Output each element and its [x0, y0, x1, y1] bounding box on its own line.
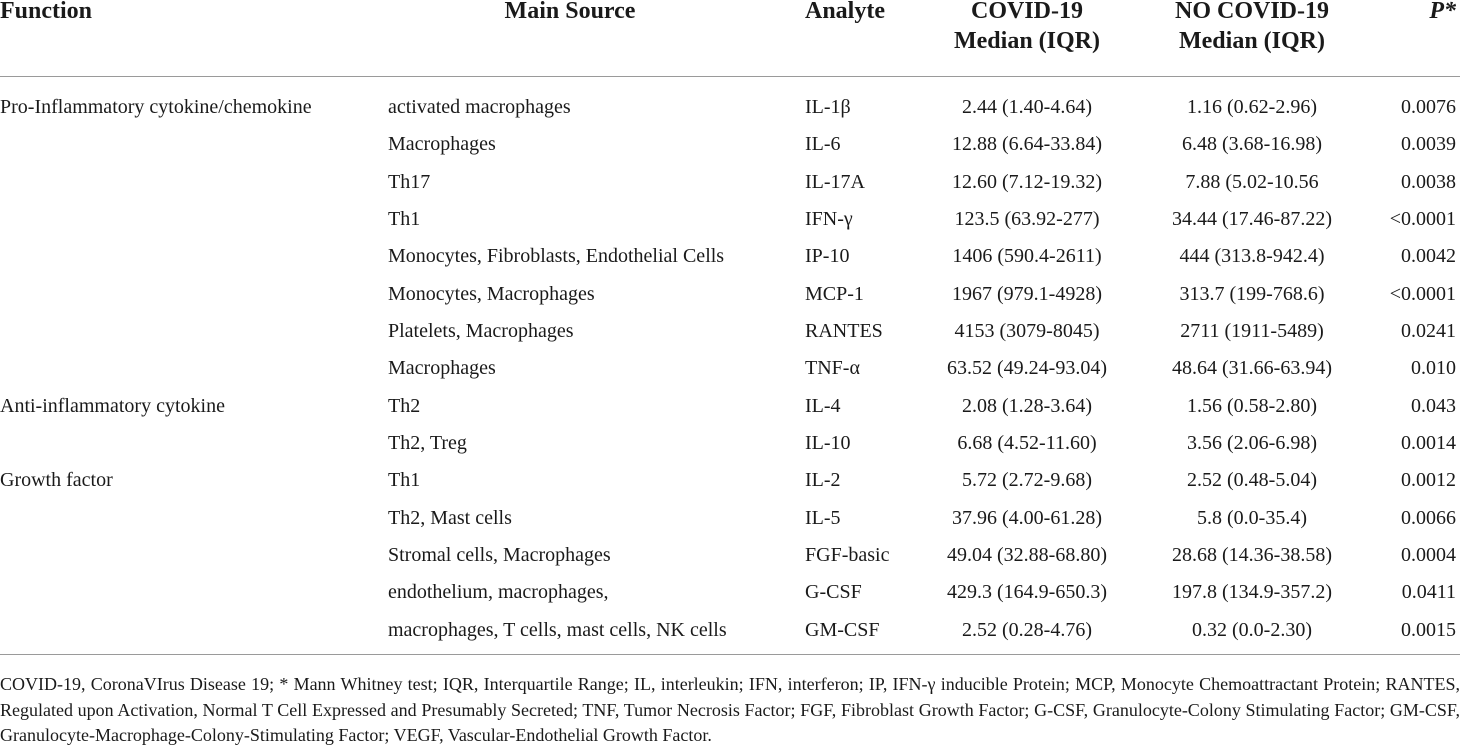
cell-no-covid-median: 2.52 (0.48-5.04) — [1187, 469, 1317, 492]
cell-main-source: Th2, Mast cells — [388, 506, 512, 529]
cell-no-covid-median: 0.32 (0.0-2.30) — [1192, 618, 1312, 641]
header-function: Function — [0, 0, 93, 24]
cell-covid-median: 49.04 (32.88-68.80) — [947, 543, 1107, 566]
cell-function: Pro-Inflammatory cytokine/chemokine — [0, 96, 312, 118]
table-row — [0, 276, 1460, 313]
cell-p-value: 0.0039 — [1401, 133, 1456, 156]
cell-no-covid-median: 1.16 (0.62-2.96) — [1187, 96, 1317, 118]
table-row — [0, 537, 1460, 574]
table-row — [0, 350, 1460, 387]
cell-covid-median: 429.3 (164.9-650.3) — [947, 581, 1107, 604]
cell-main-source: Th1 — [388, 207, 421, 230]
table-row — [0, 462, 1460, 499]
table-row — [0, 164, 1460, 201]
cell-covid-median: 12.60 (7.12-19.32) — [952, 170, 1102, 193]
cell-analyte: IL-17A — [805, 170, 865, 193]
cell-covid-median: 1406 (590.4-2611) — [952, 245, 1102, 268]
cell-covid-median: 1967 (979.1-4928) — [952, 282, 1102, 305]
cell-no-covid-median: 2711 (1911-5489) — [1180, 319, 1324, 342]
cell-analyte: IL-10 — [805, 431, 851, 454]
cell-no-covid-median: 1.56 (0.58-2.80) — [1187, 394, 1317, 417]
cell-analyte: IL-2 — [805, 469, 841, 492]
cell-main-source: Monocytes, Fibroblasts, Endothelial Cells — [388, 245, 725, 268]
cell-p-value: 0.0241 — [1401, 319, 1456, 342]
header-analyte: Analyte — [805, 0, 885, 24]
table-footnote: COVID-19, CoronaVIrus Disease 19; * Mann Whitney test; IQR, Interquartile Range; IL, interleukin; IFN, interferon; IP, IFN-γ inducible Protein; MCP, Monocyte Chemoattractant Protein; RANTES, Regulated upon Activation, Normal T Cell Expressed and Presumably Secreted; TNF, Tumor Necrosis Factor; FGF, Fibroblast Growth Factor; G-CSF, Granulocyte-Colony Stimulating Factor; GM-CSF, Granulocyte-Macrophage-Colony-Stimulating Factor; VEGF, Vascular-Endothelial Growth Factor. — [0, 674, 1460, 745]
header-covid-line2: Median (IQR) — [954, 28, 1100, 54]
cell-function: Growth factor — [0, 469, 113, 492]
header-no-covid — [1137, 0, 1367, 56]
header-covid-line1: COVID-19 — [971, 0, 1083, 24]
table-row — [0, 425, 1460, 462]
cell-analyte: IL-4 — [805, 394, 841, 417]
cell-p-value: 0.0015 — [1401, 618, 1456, 641]
cell-p-value: <0.0001 — [1389, 207, 1456, 230]
table-row — [0, 238, 1460, 275]
header-main-source: Main Source — [504, 0, 636, 24]
cell-no-covid-median: 197.8 (134.9-357.2) — [1172, 581, 1332, 604]
cell-p-value: 0.010 — [1411, 357, 1456, 380]
cell-p-value: <0.0001 — [1389, 282, 1456, 305]
cell-p-value: 0.0076 — [1401, 96, 1456, 118]
cell-main-source: Macrophages — [388, 133, 496, 156]
cell-main-source: Th2 — [388, 394, 421, 417]
table-row — [0, 313, 1460, 350]
cell-covid-median: 6.68 (4.52-11.60) — [957, 431, 1097, 454]
cell-no-covid-median: 5.8 (0.0-35.4) — [1197, 506, 1307, 529]
cell-main-source: Th17 — [388, 170, 431, 193]
cell-main-source: Stromal cells, Macrophages — [388, 543, 611, 566]
cell-p-value: 0.043 — [1411, 394, 1456, 417]
cell-main-source: Platelets, Macrophages — [388, 319, 574, 342]
cell-covid-median: 37.96 (4.00-61.28) — [952, 506, 1102, 529]
cell-covid-median: 2.52 (0.28-4.76) — [962, 618, 1092, 641]
table-row — [0, 126, 1460, 163]
cell-p-value: 0.0012 — [1401, 469, 1456, 492]
cell-function: Anti-inflammatory cytokine — [0, 394, 225, 417]
header-p-value: P* — [1429, 0, 1456, 24]
cell-p-value: 0.0004 — [1401, 543, 1456, 566]
cell-no-covid-median: 313.7 (199-768.6) — [1179, 282, 1325, 305]
cell-main-source: activated macrophages — [388, 96, 571, 118]
table-bottom-rule — [0, 654, 1460, 655]
cell-covid-median: 12.88 (6.64-33.84) — [952, 133, 1102, 156]
cell-no-covid-median: 444 (313.8-942.4) — [1179, 245, 1325, 268]
cell-analyte: IP-10 — [805, 245, 850, 268]
header-no-covid-line1: NO COVID-19 — [1175, 0, 1329, 24]
cell-analyte: TNF-α — [805, 357, 860, 380]
cell-covid-median: 123.5 (63.92-277) — [954, 207, 1100, 230]
cell-analyte: RANTES — [805, 319, 883, 342]
cell-p-value: 0.0066 — [1401, 506, 1456, 529]
cell-no-covid-median: 48.64 (31.66-63.94) — [1172, 357, 1332, 380]
cell-no-covid-median: 3.56 (2.06-6.98) — [1187, 431, 1317, 454]
cell-covid-median: 4153 (3079-8045) — [954, 319, 1100, 342]
cell-no-covid-median: 6.48 (3.68-16.98) — [1182, 133, 1322, 156]
cell-no-covid-median: 7.88 (5.02-10.56 — [1185, 170, 1319, 193]
cell-no-covid-median: 28.68 (14.36-38.58) — [1172, 543, 1332, 566]
cell-covid-median: 2.08 (1.28-3.64) — [962, 394, 1092, 417]
cell-p-value: 0.0411 — [1401, 581, 1456, 604]
cell-main-source: Th2, Treg — [388, 431, 467, 454]
cell-covid-median: 63.52 (49.24-93.04) — [947, 357, 1107, 380]
table-header — [0, 0, 1460, 77]
cell-analyte: IL-1β — [805, 96, 851, 118]
cell-covid-median: 2.44 (1.40-4.64) — [962, 96, 1092, 118]
cell-p-value: 0.0042 — [1401, 245, 1456, 268]
cell-main-source: endothelium, macrophages, — [388, 581, 609, 604]
cell-analyte: FGF-basic — [805, 543, 890, 566]
cell-analyte: IFN-γ — [805, 207, 853, 230]
cell-analyte: GM-CSF — [805, 618, 880, 641]
cell-analyte: IL-5 — [805, 506, 841, 529]
table-row — [0, 500, 1460, 537]
table-body — [0, 89, 1460, 649]
cell-main-source: Macrophages — [388, 357, 496, 380]
cell-main-source: macrophages, T cells, mast cells, NK cells — [388, 618, 727, 641]
cell-main-source: Th1 — [388, 469, 421, 492]
cell-main-source: Monocytes, Macrophages — [388, 282, 595, 305]
header-covid — [912, 0, 1142, 56]
cell-no-covid-median: 34.44 (17.46-87.22) — [1172, 207, 1332, 230]
cell-covid-median: 5.72 (2.72-9.68) — [962, 469, 1092, 492]
table-row — [0, 201, 1460, 238]
cell-analyte: MCP-1 — [805, 282, 864, 305]
header-no-covid-line2: Median (IQR) — [1179, 28, 1325, 54]
cell-analyte: IL-6 — [805, 133, 841, 156]
cell-p-value: 0.0014 — [1401, 431, 1456, 454]
table-row — [0, 388, 1460, 425]
cell-analyte: G-CSF — [805, 581, 862, 604]
table-row — [0, 612, 1460, 649]
table-row — [0, 89, 1460, 126]
cell-p-value: 0.0038 — [1401, 170, 1456, 193]
table-row — [0, 574, 1460, 611]
